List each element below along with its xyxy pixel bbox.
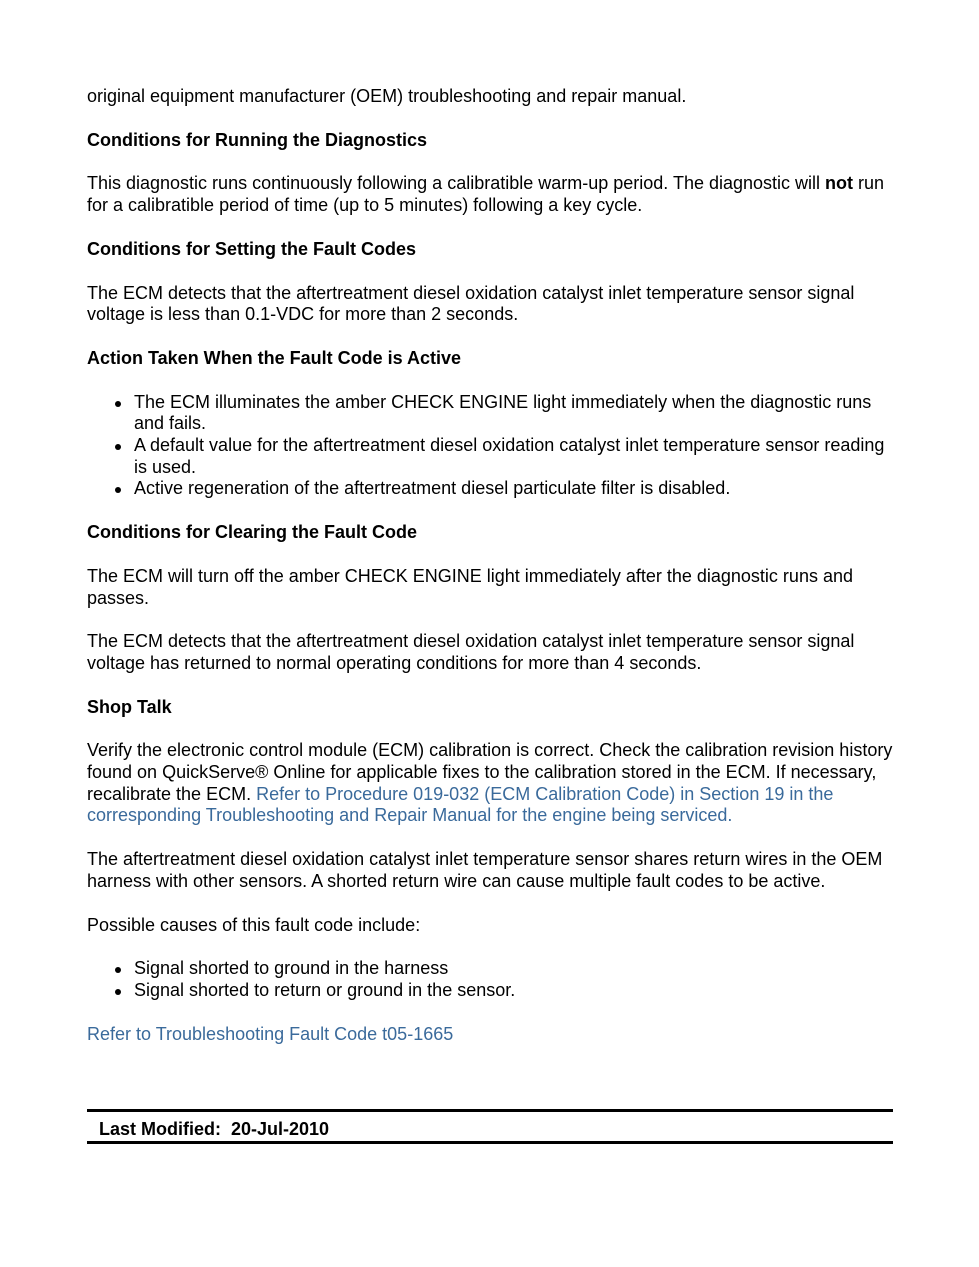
- list-item: [134, 392, 893, 435]
- refer-fault-code-paragraph: [87, 1024, 893, 1046]
- list-item-text: A default value for the aftertreatment diesel oxidation catalyst inlet temperature sensor reading is used.: [134, 435, 885, 477]
- setting-fault-codes-text: The ECM detects that the aftertreatment diesel oxidation catalyst inlet temperature sensor signal voltage is less than 0.1-VDC for more than 2 seconds.: [87, 282, 855, 325]
- heading-running-diagnostics: Conditions for Running the Diagnostics: [87, 129, 427, 150]
- running-text-after: run for a calibratible period of time (up to 5 minutes) following a key cycle.: [87, 173, 885, 216]
- list-item: [134, 980, 893, 1002]
- last-modified-bar: [87, 1109, 893, 1144]
- shop-talk-text: Verify the electronic control module (ECM) calibration is correct. Check the calibration revision history found on QuickServe® Online for applicable fixes to the calibration stored in the ECM. If necessary, recalibrate the ECM.: [87, 740, 893, 804]
- running-diagnostics-text: [87, 173, 893, 216]
- shop-talk-text-1: [87, 740, 893, 827]
- bullet-icon: [115, 967, 121, 973]
- intro-text: original equipment manufacturer (OEM) troubleshooting and repair manual.: [87, 86, 687, 106]
- list-item-text: The ECM illuminates the amber CHECK ENGINE light immediately when the diagnostic runs and fails.: [134, 391, 872, 434]
- bullet-icon: [115, 444, 121, 450]
- last-modified-text: Last Modified: 20-Jul-2010: [99, 1119, 330, 1139]
- list-item: [134, 435, 893, 478]
- ecm-calibration-procedure-link[interactable]: Refer to Procedure 019-032 (ECM Calibration Code) in Section 19 in the corresponding Troubleshooting and Repair Manual for the engine being serviced.: [87, 783, 834, 826]
- heading-action-taken: Action Taken When the Fault Code is Active: [87, 347, 462, 368]
- heading-setting-fault-codes: Conditions for Setting the Fault Codes: [87, 238, 416, 259]
- troubleshooting-fault-code-link[interactable]: Refer to Troubleshooting Fault Code t05-1665: [87, 1023, 454, 1044]
- list-item-text: Signal shorted to return or ground in the sensor.: [134, 979, 516, 1000]
- shop-talk-text-2: The aftertreatment diesel oxidation catalyst inlet temperature sensor shares return wires in the OEM harness with other sensors. A shorted return wire can cause multiple fault codes to be active.: [87, 849, 883, 891]
- document-body: [87, 86, 893, 1045]
- possible-causes-intro: Possible causes of this fault code include:: [87, 914, 421, 935]
- heading-shop-talk: Shop Talk: [87, 696, 172, 717]
- heading-clearing-fault-code: Conditions for Clearing the Fault Code: [87, 522, 417, 543]
- bullet-icon: [115, 401, 121, 407]
- running-text-bold: not: [825, 173, 854, 194]
- action-taken-list: [87, 392, 893, 501]
- bullet-icon: [115, 989, 121, 995]
- clearing-text-2: The ECM detects that the aftertreatment diesel oxidation catalyst inlet temperature sensor signal voltage has returned to normal operating conditions for more than 4 seconds.: [87, 631, 855, 673]
- clearing-text-1: The ECM will turn off the amber CHECK ENGINE light immediately after the diagnostic runs and passes.: [87, 565, 853, 608]
- list-item: [134, 478, 893, 500]
- bullet-icon: [115, 487, 121, 493]
- possible-causes-list: [87, 958, 893, 1001]
- list-item: [134, 958, 893, 980]
- running-text-before: This diagnostic runs continuously following a calibratible warm-up period. The diagnostic will: [87, 173, 826, 194]
- list-item-text: Active regeneration of the aftertreatment diesel particulate filter is disabled.: [134, 478, 731, 499]
- list-item-text: Signal shorted to ground in the harness: [134, 958, 449, 979]
